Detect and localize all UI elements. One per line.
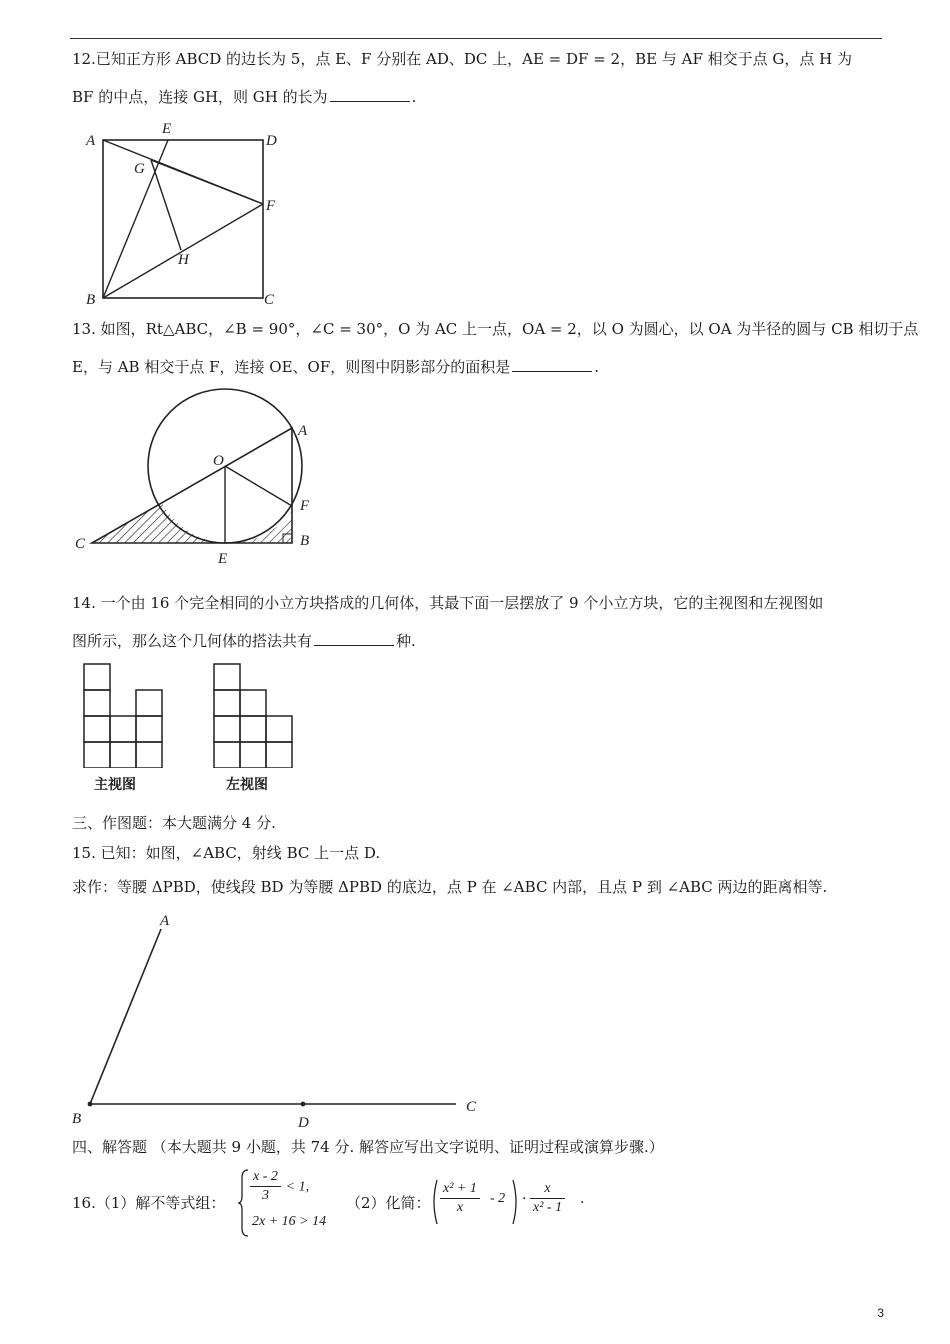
left-view-grid: [210, 662, 300, 768]
segment-of: [225, 466, 292, 506]
q16-part2-label: （2）化简：: [346, 1194, 431, 1212]
q14-text-line2a: 图所示，那么这个几何体的搭法共有: [72, 632, 313, 650]
q14-text-line2: [72, 630, 416, 652]
shaded-region-left: [92, 503, 225, 543]
label-e: E: [218, 551, 228, 567]
q14-text-line2b: 种.: [396, 632, 416, 650]
shaded-region-right: [225, 511, 292, 543]
q13-text-line2b: .: [594, 358, 600, 376]
ineq2: 2x + 16 > 14: [252, 1214, 327, 1229]
q13-text-line2a: E，与 AB 相交于点 F，连接 OE、OF，则图中阴影部分的面积是: [72, 358, 511, 376]
point-b: [88, 1102, 93, 1107]
section4-title: 四、解答题 （本大题共 9 小题，共 74 分. 解答应写出文字说明、证明过程或演算步骤.）: [72, 1138, 664, 1156]
ineq1-numerator: x - 2: [250, 1168, 281, 1187]
label-a: A: [298, 423, 308, 439]
label-b: B: [72, 1111, 82, 1127]
expr-minus-two: - 2: [490, 1191, 506, 1206]
q15-text-line1: 15. 已知：如图，∠ABC，射线 BC 上一点 D.: [72, 844, 381, 862]
ineq1-fraction: [250, 1168, 281, 1205]
label-f: F: [266, 198, 276, 214]
point-d: [301, 1102, 306, 1107]
right-paren: [512, 1178, 520, 1226]
ineq1-denominator: 3: [261, 1188, 269, 1203]
ray-ba: [90, 929, 161, 1104]
q13-circle-figure: [70, 385, 330, 570]
q12-text-line2a: BF 的中点，连接 GH，则 GH 的长为: [72, 88, 328, 106]
label-h: H: [178, 252, 189, 268]
label-c: C: [75, 536, 86, 552]
segment-bf: [103, 204, 263, 298]
q12-text-line2b: .: [411, 88, 417, 106]
q15-angle-figure: [64, 905, 504, 1133]
q13-text-line2: [72, 356, 599, 378]
ineq1: [250, 1168, 309, 1205]
expr2-numerator: x: [530, 1180, 565, 1199]
left-brace: [238, 1168, 250, 1238]
front-view-caption: 主视图: [94, 777, 136, 793]
q15-text-line2: 求作：等腰 ΔPBD，使线段 BD 为等腰 ΔPBD 的底边，点 P 在 ∠ABC 内部，且点 P 到 ∠ABC 两边的距离相等.: [72, 878, 828, 896]
square-abcd: [103, 140, 263, 298]
front-view-grid: [80, 662, 170, 768]
expr1-numerator: x² + 1: [440, 1180, 480, 1199]
triangle-abc: [92, 428, 292, 543]
label-b: B: [86, 292, 96, 308]
segment-gf: [151, 160, 263, 204]
label-d: D: [298, 1115, 309, 1131]
q12-text-line1: 12.已知正方形 ABCD 的边长为 5，点 E、F 分别在 AD、DC 上，AE = DF = 2，BE 与 AF 相交于点 G，点 H 为: [72, 50, 852, 68]
label-g: G: [134, 161, 145, 177]
q12-answer-blank[interactable]: [330, 87, 410, 102]
label-e: E: [162, 121, 172, 137]
expr-end-period: .: [580, 1191, 585, 1207]
left-view-caption: 左视图: [226, 777, 268, 793]
label-c: C: [466, 1099, 477, 1115]
left-paren: [430, 1178, 438, 1226]
page-number: 3: [877, 1306, 884, 1320]
label-b: B: [300, 533, 310, 549]
label-a: A: [160, 913, 170, 929]
expr-fraction1: [440, 1180, 480, 1217]
expr-fraction2: [530, 1180, 565, 1217]
label-c: C: [264, 292, 275, 308]
ineq1-rhs: < 1,: [285, 1179, 310, 1195]
q16-inequality-system: [238, 1168, 348, 1238]
q13-answer-blank[interactable]: [512, 357, 592, 372]
q14-text-line1: 14. 一个由 16 个完全相同的小立方块搭成的几何体，其最下面一层摆放了 9 个小立方块，它的主视图和左视图如: [72, 594, 824, 612]
label-d: D: [266, 133, 277, 149]
expr2-denominator: x² - 1: [533, 1200, 563, 1215]
expr1-denominator: x: [456, 1200, 464, 1215]
top-rule: [70, 38, 882, 39]
q16-part1-label: 16.（1）解不等式组：: [72, 1194, 226, 1212]
multiply-dot: ·: [522, 1191, 527, 1207]
section3-title: 三、作图题：本大题满分 4 分.: [72, 814, 276, 832]
segment-gh: [151, 160, 181, 250]
q12-text-line2: [72, 86, 416, 108]
q12-square-figure: [78, 118, 288, 310]
label-f: F: [300, 498, 310, 514]
q13-text-line1: 13. 如图，Rt△ABC，∠B = 90°，∠C = 30°，O 为 AC 上一点，OA = 2，以 O 为圆心，以 OA 为半径的圆与 CB 相切于点: [72, 320, 919, 338]
label-o: O: [213, 453, 224, 469]
q14-answer-blank[interactable]: [314, 631, 394, 646]
label-a: A: [86, 133, 96, 149]
